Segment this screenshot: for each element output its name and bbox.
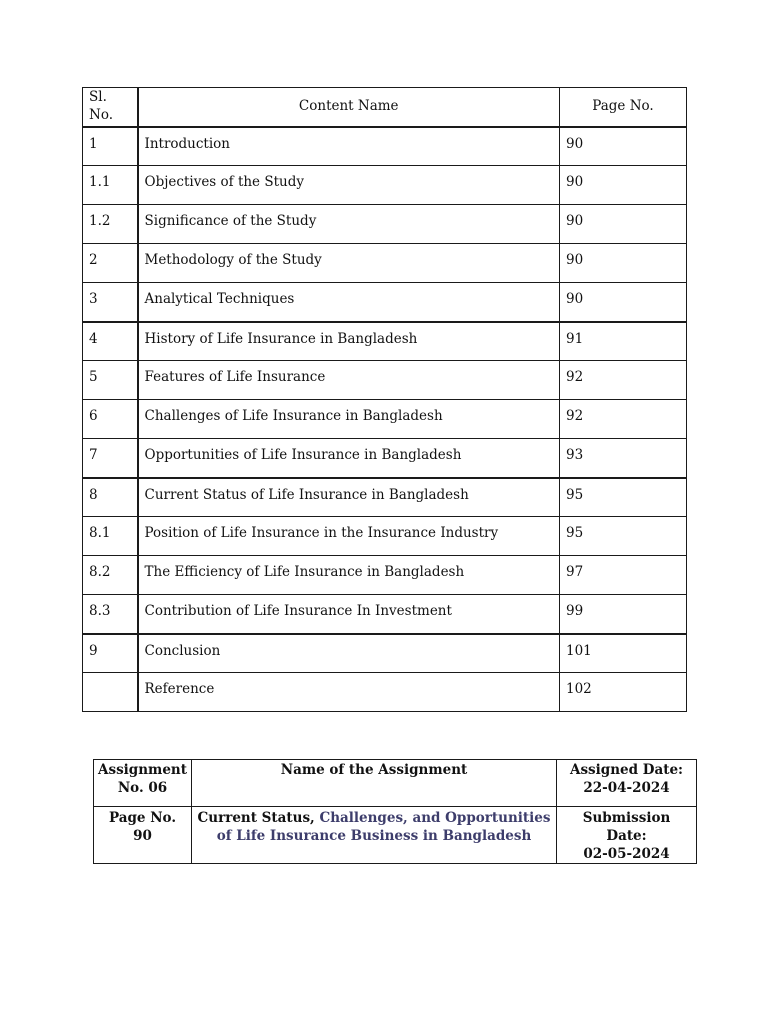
table-row	[83, 439, 687, 478]
table-row	[83, 595, 687, 634]
toc-content: Significance of the Study	[138, 205, 560, 244]
toc-page: 90	[560, 244, 687, 283]
toc-sl	[83, 673, 138, 712]
toc-page: 102	[560, 673, 687, 712]
toc-page: 99	[560, 595, 687, 634]
toc-page: 93	[560, 439, 687, 478]
table-row	[83, 166, 687, 205]
toc-content: Challenges of Life Insurance in Bangladesh	[138, 400, 560, 439]
page-no-value: 90	[133, 828, 152, 844]
table-row	[83, 673, 687, 712]
toc-page: 92	[560, 361, 687, 400]
toc-sl: 2	[83, 244, 138, 283]
toc-content: The Efficiency of Life Insurance in Bangladesh	[138, 556, 560, 595]
toc-page: 101	[560, 634, 687, 673]
toc-sl: 1	[83, 127, 138, 166]
assignment-row-2	[94, 807, 697, 864]
toc-content: Reference	[138, 673, 560, 712]
assignment-title-part1: Current Status,	[197, 810, 315, 826]
toc-sl: 8.1	[83, 517, 138, 556]
toc-sl: 3	[83, 283, 138, 322]
toc-page: 95	[560, 517, 687, 556]
table-row	[83, 517, 687, 556]
toc-sl: 8.2	[83, 556, 138, 595]
toc-content: Contribution of Life Insurance In Investment	[138, 595, 560, 634]
toc-page: 90	[560, 127, 687, 166]
toc-content: Conclusion	[138, 634, 560, 673]
toc-content: Introduction	[138, 127, 560, 166]
toc-page: 91	[560, 322, 687, 361]
assignment-no-label: Assignment	[98, 762, 187, 778]
toc-sl: 7	[83, 439, 138, 478]
assignment-no-cell	[94, 760, 192, 807]
toc-content: Current Status of Life Insurance in Bangladesh	[138, 478, 560, 517]
toc-sl: 8.3	[83, 595, 138, 634]
toc-sl: 1.1	[83, 166, 138, 205]
toc-page: 90	[560, 283, 687, 322]
assigned-date-value: 22-04-2024	[583, 780, 670, 796]
table-row	[83, 205, 687, 244]
toc-header-content: Content Name	[138, 88, 560, 127]
assignment-no-value: No. 06	[117, 780, 168, 796]
toc-content: Methodology of the Study	[138, 244, 560, 283]
table-row	[83, 322, 687, 361]
submission-date-value: 02-05-2024	[583, 846, 670, 862]
assignment-title-part2: Challenges, and Opportunities of Life Insurance Business in Bangladesh	[216, 810, 551, 844]
table-row	[83, 634, 687, 673]
assignment-name-header: Name of the Assignment	[192, 760, 557, 807]
assigned-date-cell	[557, 760, 697, 807]
table-row	[83, 478, 687, 517]
table-row	[83, 400, 687, 439]
table-row	[83, 127, 687, 166]
toc-content: Features of Life Insurance	[138, 361, 560, 400]
table-row	[83, 283, 687, 322]
toc-content: Opportunities of Life Insurance in Bangladesh	[138, 439, 560, 478]
toc-page: 92	[560, 400, 687, 439]
toc-content: Position of Life Insurance in the Insurance Industry	[138, 517, 560, 556]
assigned-date-label: Assigned Date:	[569, 762, 684, 778]
toc-header-row	[83, 88, 687, 127]
toc-page: 95	[560, 478, 687, 517]
table-of-contents	[82, 87, 687, 712]
submission-date-cell	[557, 807, 697, 864]
toc-content: History of Life Insurance in Bangladesh	[138, 322, 560, 361]
toc-page: 90	[560, 205, 687, 244]
assignment-info-table	[93, 759, 697, 864]
toc-sl: 6	[83, 400, 138, 439]
submission-date-label: Submission Date:	[582, 810, 671, 844]
toc-page: 90	[560, 166, 687, 205]
assignment-title-cell	[192, 807, 557, 864]
table-row	[83, 361, 687, 400]
toc-sl: 1.2	[83, 205, 138, 244]
assignment-row-1	[94, 760, 697, 807]
toc-content: Analytical Techniques	[138, 283, 560, 322]
toc-content: Objectives of the Study	[138, 166, 560, 205]
page-no-cell	[94, 807, 192, 864]
toc-page: 97	[560, 556, 687, 595]
toc-header-sl: Sl. No.	[83, 88, 138, 127]
toc-header-page: Page No.	[560, 88, 687, 127]
toc-sl: 9	[83, 634, 138, 673]
table-row	[83, 244, 687, 283]
toc-sl: 5	[83, 361, 138, 400]
toc-sl: 4	[83, 322, 138, 361]
toc-sl: 8	[83, 478, 138, 517]
page-no-label: Page No.	[108, 810, 177, 826]
table-row	[83, 556, 687, 595]
